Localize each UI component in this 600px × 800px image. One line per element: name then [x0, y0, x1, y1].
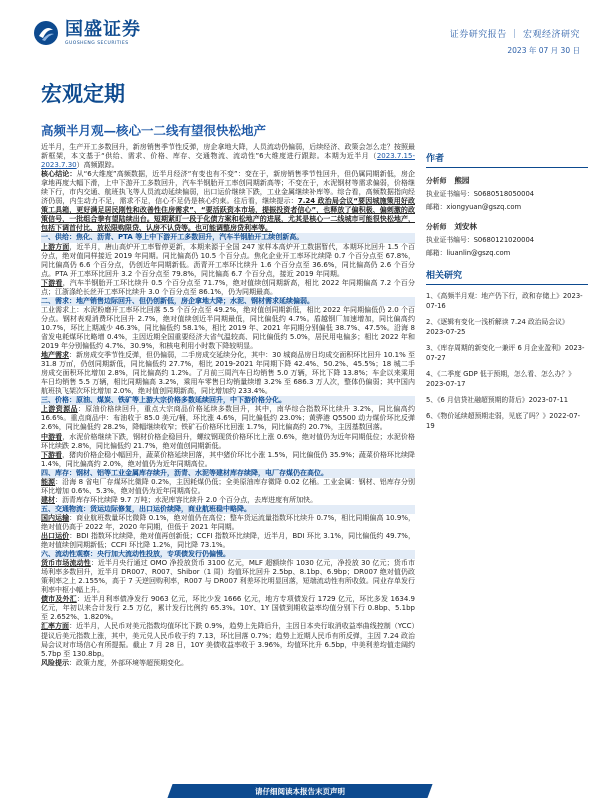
- price-mid: 中游看，水泥价格继续下跌，钢材价格企稳回升，螺纹钢现货价格环比上涨 0.6%，绝对值仍为近年同期低位；水泥价格环比续跌 2.8%，同比偏低约 21.7%，绝对值创同期新低。: [41, 432, 415, 450]
- analyst-role: 分析师: [426, 223, 447, 231]
- related-item[interactable]: 3、《库存周期的新变化一兼评 6 月企业盈利》2023-07-27: [426, 344, 585, 362]
- related-item[interactable]: 6、《物价延续超预期走弱，见底了吗？》2022-07-19: [426, 412, 581, 430]
- demand-industrial: 工业需求上：水泥粉磨开工率环比回落 5.5 个百分点至 49.2%，绝对值创同期新低，相比 2022 年同期偏低仍 2.0 个百分点。钢材表观消费环比回升 2.7%，绝对值续创近半同期最低，同比偏低约 4.7%。盾越钢厂加速增加，同比偏高约 10.7%，环比上期减少 46.3%，同比偏低约 58.1%，相比 2019 年、2021 年同期分别偏低 38.7%、47.5%。沿海 8 省发电耗煤环比略增 0.4%，主因近期全国重要经济大省气温较高、同比偏低约 5.0%，居民用电偏多；相比 2022 年和 2019 年分别偏低约 4.7%、30.9%，和核电利用小时数下降较明显。: [41, 305, 415, 351]
- analyst-name: 刘安林: [454, 222, 477, 231]
- price-upper: 上游资源品：原油价格续回升，重点大宗商品价格延续多数回升，其中，南华综合指数环比续升 3.2%，同比偏高约 16.6%。重点商品中：布油收于 85.0 美元/桶，环比涨 4.6%，同比偏低约 23.0%；黄骅港 Q5500 动力煤价环比反弹 2.6%，同比偏低约 28.2%，降幅继续收窄；铁矿石价格环比回涨 1.7%，同比偏高约 20.7%，主因基数回落。: [41, 405, 416, 432]
- page-footer: [0, 780, 600, 800]
- report-subtitle: 高频半月观—核心一二线有望很快松地产: [41, 123, 267, 138]
- section-price-heading: 三、价格：原油、煤炭、铁矿等上游大宗价格多数延续回升，中下游价格分化。: [41, 396, 415, 405]
- analyst-cert: S0680518050004: [473, 190, 535, 198]
- intro-paragraph: 近半月，生产开工多数回升，新房销售季节性反弹，房企拿地大降，人员流动仍偏弱，后续经济、政策会怎么走？按照最新框架，本文基于“供给、需求、价格、库存、交通物流、流动性”6大维度进行跟踪。本期为近半月（2023.7.15-2023.7.30）高频跟踪。: [41, 143, 415, 170]
- guosheng-logo-icon: [33, 20, 59, 46]
- analyst-name: 熊园: [454, 176, 470, 185]
- related-research-list: [426, 291, 588, 431]
- core-conclusion: 核心结论：从“6大维度”高频数据，近半月经济“有变也有不变”：变在于，新房销售季节性回升，但仍属同期新低，房企拿地再度大幅下滑，上中下游开工多数回升，汽车半钢胎开工率创同期新高等；不变在于，水泥钢材等需求偏弱，价格继续下行，市内交通、航班执飞等人员流动延续偏弱，出口运价继续下跌，工业金属继续补库等。综合看，高频数据指向经济仍弱，内生动力不足，需求不足，信心不足仍是核心约束。往后看，继续提示：7.24 政治局会议“要因城施策用好政策工具箱，更好满足居民刚性和改善性住房需求”、“要活跃资本市场，提振投资者信心”，也释放了偏积极、偏刺激的政策信号，一批组合拳有望陆续出台。短期紧盯一段于化债方案和松地产的进展，尤其是核心一二线城市可能很快松地产，包括下调首付比、放松限购限贷、认房不认贷等。也可能调整房贷利率等。: [41, 170, 416, 233]
- related-item[interactable]: 5、《6 月信贷社融超预期的背后》2023-07-11: [426, 396, 569, 404]
- analyst-card: 分析师 熊园 执业证书编号：S0680518050004 邮箱：xiongyuan@gszq.com: [426, 176, 535, 211]
- section-demand-heading: 二、需求：地产销售边际回升、但仍创新低，房企拿地大降；水泥、钢材需求延续偏弱。: [41, 297, 415, 306]
- analyst-email[interactable]: liuanlin@gszq.com: [446, 249, 511, 257]
- logo-english-name: GUOSHENG SECURITIES: [65, 40, 129, 46]
- supply-upper: 上游方面，近半月，唐山高炉开工率暂停更新，本期来源于全国 247 家样本高炉开工数据暂代，本期环比回升 1.5 个百分点，绝对值同样接近 2019 年同期。同比偏高仍 10.5 个百分点。焦化企业开工率环比续降 0.7 个百分点至 67.8%，同比偏高仍 6.6 个百分点，仍创近年同期新低。沥青开工率环比续升 1.6 个百分点至 36.6%，同比偏高仍 2.6 个百分点。PTA 开工率环比回升 3.2 个百分点至 79.8%，同比偏高 6.7 个百分点，接近 2019 年同期。: [41, 242, 416, 278]
- related-item[interactable]: 4、《二季度 GDP 低于预期，怎么看、怎么办？》2023-07-17: [426, 370, 575, 388]
- section-supply-heading: 一、供给：焦化、沥青、PTA 等上中下游开工多数回升，汽车半钢胎开工续创新高。: [41, 233, 415, 242]
- analyst-email[interactable]: xiongyuan@gszq.com: [446, 203, 522, 211]
- supply-lower: 下游看，汽车半钢胎开工环比续升 0.5 个百分点至 71.7%，绝对值续创同期新高，相比 2022 年同期偏高 7.2 个百分点；江浙涤纶长丝开工率环比续升 3.0 个百分点至 86.1%，仍为同期最高。: [41, 278, 415, 296]
- sidebar: [426, 143, 588, 431]
- report-date: 2023 年 07 月 30 日: [507, 46, 580, 55]
- report-body: [41, 143, 415, 668]
- report-type: 证券研究报告 ｜ 宏观经济研究: [449, 30, 580, 40]
- liquidity-money: 货币市场流动性：近半月央行通过 OMO 净投放货币 3100 亿元，MLF 超额续作 1030 亿元，净投放 30 亿元；货币市场利率多数回升，近半月 DR007、R007、Shibor（1 周）均值环比回升 2.5bp、8.1bp、6.9bp；DR007 绝对值仍政策利率之上 2.155%，高于 7 天逆回购利率，R007 与 DR007 利差环比明显回落，短端流动性有所收敛。同业存单发行利率中枢小幅上升。: [41, 559, 415, 595]
- transport-export: 出口运价：BDI 指数环比续降，绝对值再创新低；CCFI 指数环比续降，近半月，BDI 环比 3.1%，同比偏低约 49.7%，绝对值续创同期新低；CCFI 环比降 1.2%，同比降 73.1%。: [41, 532, 416, 550]
- footer-disclaimer: 请仔细阅读本报告末页声明: [255, 787, 345, 796]
- risk-warning: 风险提示：政策力度，外部环境等超预期变化。: [41, 658, 188, 667]
- liquidity-bond: 债市及外汇：近半月利率债净发行 9063 亿元，环比少发 1666 亿元，地方专项债发行 1729 亿元，环比多发 1634.9 亿元，年初以来合计发行 2.5 万亿，累计发行比例约 65.3%。10Y、1Y 国债到期收益率均值分别下行 0.8bp、5.1bp 至 2.652%、1.820%。: [41, 595, 416, 622]
- related-item[interactable]: 2、《逐辑有变化一浅析解读 7.24 政治局会议》2023-07-25: [426, 318, 569, 336]
- demand-property: 地产需求：新房成交季节性反弹，但仍偏弱，二手房成交延续分化，其中：30 城商品房日均成交面积环比回升 10.1% 至 31.8 万㎡，仍创同期新低，同比偏低约 27.7%，相比 2019-2021 年同期下降 42.4%、50.2%、45.5%；18 城二手房成交面积环比增加 2.8%，同比偏高约 1.2%。了月前三周汽车日均销售 5.0 万辆，环比下降 13.8%；车企以来乘用车日均销售 5.5 万辆，相比同期偏高 3.2%，乘用车零售日均销量续增 3.2% 至 686.3 万人次，整体仍偏弱；其中国内航班执飞架次环比增加 2.0%，绝对值创同期新高，同比增加约 233.4%。: [41, 351, 415, 396]
- section-inventory-heading: 四、库存：钢材、铝等工业金属库存续升，沥青、水泥等建材库存续降，电厂存煤仍在高位。: [41, 469, 415, 478]
- transport-domestic: 国内运输：商业航班数量环比微降 0.1%，绝对值仍在高位；整车货运流量指数环比续升 0.7%，相比同期偏高 10.9%，绝对值仍高于 2022 年，2020 年同期，但低于 2021 年同期。: [41, 513, 415, 531]
- analyst-cert: S0680121020004: [473, 236, 535, 244]
- analyst-role: 分析师: [426, 177, 447, 185]
- analyst-card: 分析师 刘安林 执业证书编号：S0680121020004 邮箱：liuanlin@gszq.com: [426, 222, 535, 257]
- logo-chinese-name: 国盛证券: [65, 18, 141, 40]
- inventory-energy: 能源：沿海 8 省电厂存煤环比微降 0.2%，主因耗煤仍低；全美原油库存微降 0.02 亿桶。工业金属：钢材、铝库存分别环比增加 0.6%、5.3%，绝对值仍为近年同期高位。: [41, 477, 415, 495]
- document-title: 宏观定期: [41, 81, 125, 106]
- section-liquidity-heading: 六、流动性观察：央行加大流动性投放，专项债发行仍偏慢。: [41, 550, 415, 559]
- price-lower: 下游看，猪肉价格企稳小幅回升，蔬菜价格延续回落，其中猪价环比小涨 1.5%，同比偏低仍 35.9%；蔬菜价格环比续降 1.4%，同比偏高约 2.0%，绝对值仍为近年同期高位。: [41, 450, 416, 468]
- report-header: [0, 0, 600, 62]
- liquidity-fx: 汇率方面：近半月，人民币对美元指数均值环比下跌 0.9%，趋势上先降后升，主因日本央行取消收益率曲线控制（YCC）提议后美元指数上涨，其中，美元兑人民币收于约 7.13，环比回落 0.7%；趋势上近期人民币有所反弹，主因 7.24 政治局会议对市场信心有所提振。截止 7 月 28 日，10Y 美债收益率收于 3.96%，均值环比升 6.5bp，中美利差均值走阔约 5.7bp 至 130.8bp。: [41, 622, 416, 658]
- related-item[interactable]: 1、《高频半月观：地产仍下行，政和存储上》2023-07-16: [426, 292, 583, 310]
- section-transport-heading: 五、交通物流：货运边际修复，出口运价续降，商业航班稳中略降。: [41, 505, 415, 514]
- authors-heading: 作者: [426, 151, 588, 168]
- inventory-building: 建材：沥青库存环比续降 9.7 万吨；水泥库容比续升 2.0 个百分点，去库进度有所加快。: [41, 495, 318, 504]
- company-logo: [33, 20, 141, 46]
- period-link[interactable]: 2023.7.15-2023.7.30: [41, 152, 415, 170]
- related-research-heading: 相关研究: [426, 268, 588, 285]
